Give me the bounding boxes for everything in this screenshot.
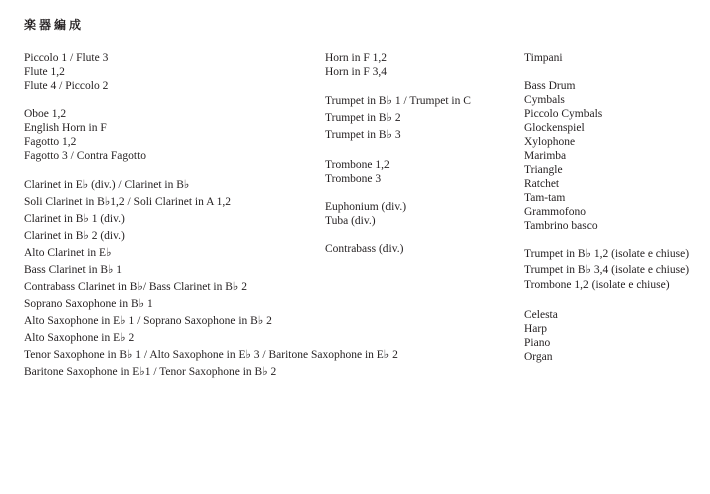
instrument-entry: Cymbals — [524, 94, 565, 106]
instrument-entry: Tam-tam — [524, 192, 566, 204]
instrument-entry: Trumpet in B♭ 1 / Trumpet in C — [325, 95, 471, 107]
instrument-entry: Contrabass Clarinet in B♭/ Bass Clarinet in B♭ 2 — [24, 281, 247, 293]
instrument-entry: Ratchet — [524, 178, 560, 190]
instrument-column-percussion-keyboards — [524, 51, 689, 378]
instrument-group — [524, 79, 689, 233]
instrument-entry: Alto Clarinet in E♭ — [24, 247, 112, 259]
instrument-entry: Piccolo Cymbals — [524, 108, 603, 120]
instrument-entry: Horn in F 3,4 — [325, 66, 387, 78]
instrument-entry: Baritone Saxophone in E♭1 / Tenor Saxophone in B♭ 2 — [24, 366, 277, 378]
instrument-entry: Bass Clarinet in B♭ 1 — [24, 264, 123, 276]
instrument-entry: Flute 4 / Piccolo 2 — [24, 80, 109, 92]
instrument-column-brass — [325, 51, 471, 270]
instrument-entry: Marimba — [524, 150, 567, 162]
instrument-entry: Fagotto 3 / Contra Fagotto — [24, 150, 147, 162]
instrument-entry: Bass Drum — [524, 80, 576, 92]
instrument-entry: Trombone 3 — [325, 173, 382, 185]
instrument-entry: Trombone 1,2 (isolate e chiuse) — [524, 279, 670, 291]
instrument-entry: Trumpet in B♭ 2 — [325, 112, 401, 124]
instrument-entry: Tenor Saxophone in B♭ 1 / Alto Saxophone in E♭ 3 / Baritone Saxophone in E♭ 2 — [24, 349, 398, 361]
instrument-group — [325, 158, 471, 186]
instrument-group — [325, 242, 471, 256]
instrument-entry: Glockenspiel — [524, 122, 585, 134]
instrument-entry: Clarinet in B♭ 2 (div.) — [24, 230, 125, 242]
instrument-entry: Clarinet in B♭ 1 (div.) — [24, 213, 125, 225]
instrument-entry: Trumpet in B♭ 3,4 (isolate e chiuse) — [524, 263, 690, 276]
instrument-group — [325, 200, 471, 228]
instrument-entry: Timpani — [524, 52, 563, 64]
instrument-entry: Piccolo 1 / Flute 3 — [24, 52, 109, 64]
instrument-entry: Alto Saxophone in E♭ 1 / Soprano Saxophone in B♭ 2 — [24, 315, 272, 327]
instrument-entry: Triangle — [524, 164, 563, 176]
instrument-entry: Contrabass (div.) — [325, 243, 404, 255]
instrument-entry: Grammofono — [524, 206, 586, 218]
instrument-entry: English Horn in F — [24, 122, 107, 134]
instrument-entry: Soprano Saxophone in B♭ 1 — [24, 298, 153, 310]
instrument-entry: Alto Saxophone in E♭ 2 — [24, 332, 135, 344]
instrument-entry: Organ — [524, 350, 553, 363]
instrument-group — [325, 51, 471, 79]
instrument-entry: Xylophone — [524, 136, 576, 148]
instrument-group — [524, 308, 689, 364]
instrument-entry: Horn in F 1,2 — [325, 52, 387, 64]
instrument-entry: Trumpet in B♭ 3 — [325, 129, 401, 141]
instrument-entry: Piano — [524, 336, 551, 349]
instrument-group — [524, 51, 689, 65]
instrument-group — [325, 93, 471, 144]
page-title: 楽器編成 — [24, 18, 85, 32]
instrument-group — [524, 247, 689, 294]
instrument-entry: Tambrino basco — [524, 220, 598, 232]
instrument-entry: Trombone 1,2 — [325, 159, 390, 171]
instrument-entry: Flute 1,2 — [24, 66, 65, 78]
instrument-entry: Tuba (div.) — [325, 215, 376, 227]
instrument-entry: Trumpet in B♭ 1,2 (isolate e chiuse) — [524, 248, 690, 260]
instrument-entry: Oboe 1,2 — [24, 108, 67, 120]
instrument-entry: Euphonium (div.) — [325, 201, 407, 213]
instrument-entry: Celesta — [524, 308, 558, 321]
instrument-entry: Harp — [524, 322, 547, 335]
instrument-entry: Soli Clarinet in B♭1,2 / Soli Clarinet in A 1,2 — [24, 196, 231, 208]
instrument-entry: Clarinet in E♭ (div.) / Clarinet in B♭ — [24, 179, 190, 191]
instrument-entry: Fagotto 1,2 — [24, 136, 77, 148]
